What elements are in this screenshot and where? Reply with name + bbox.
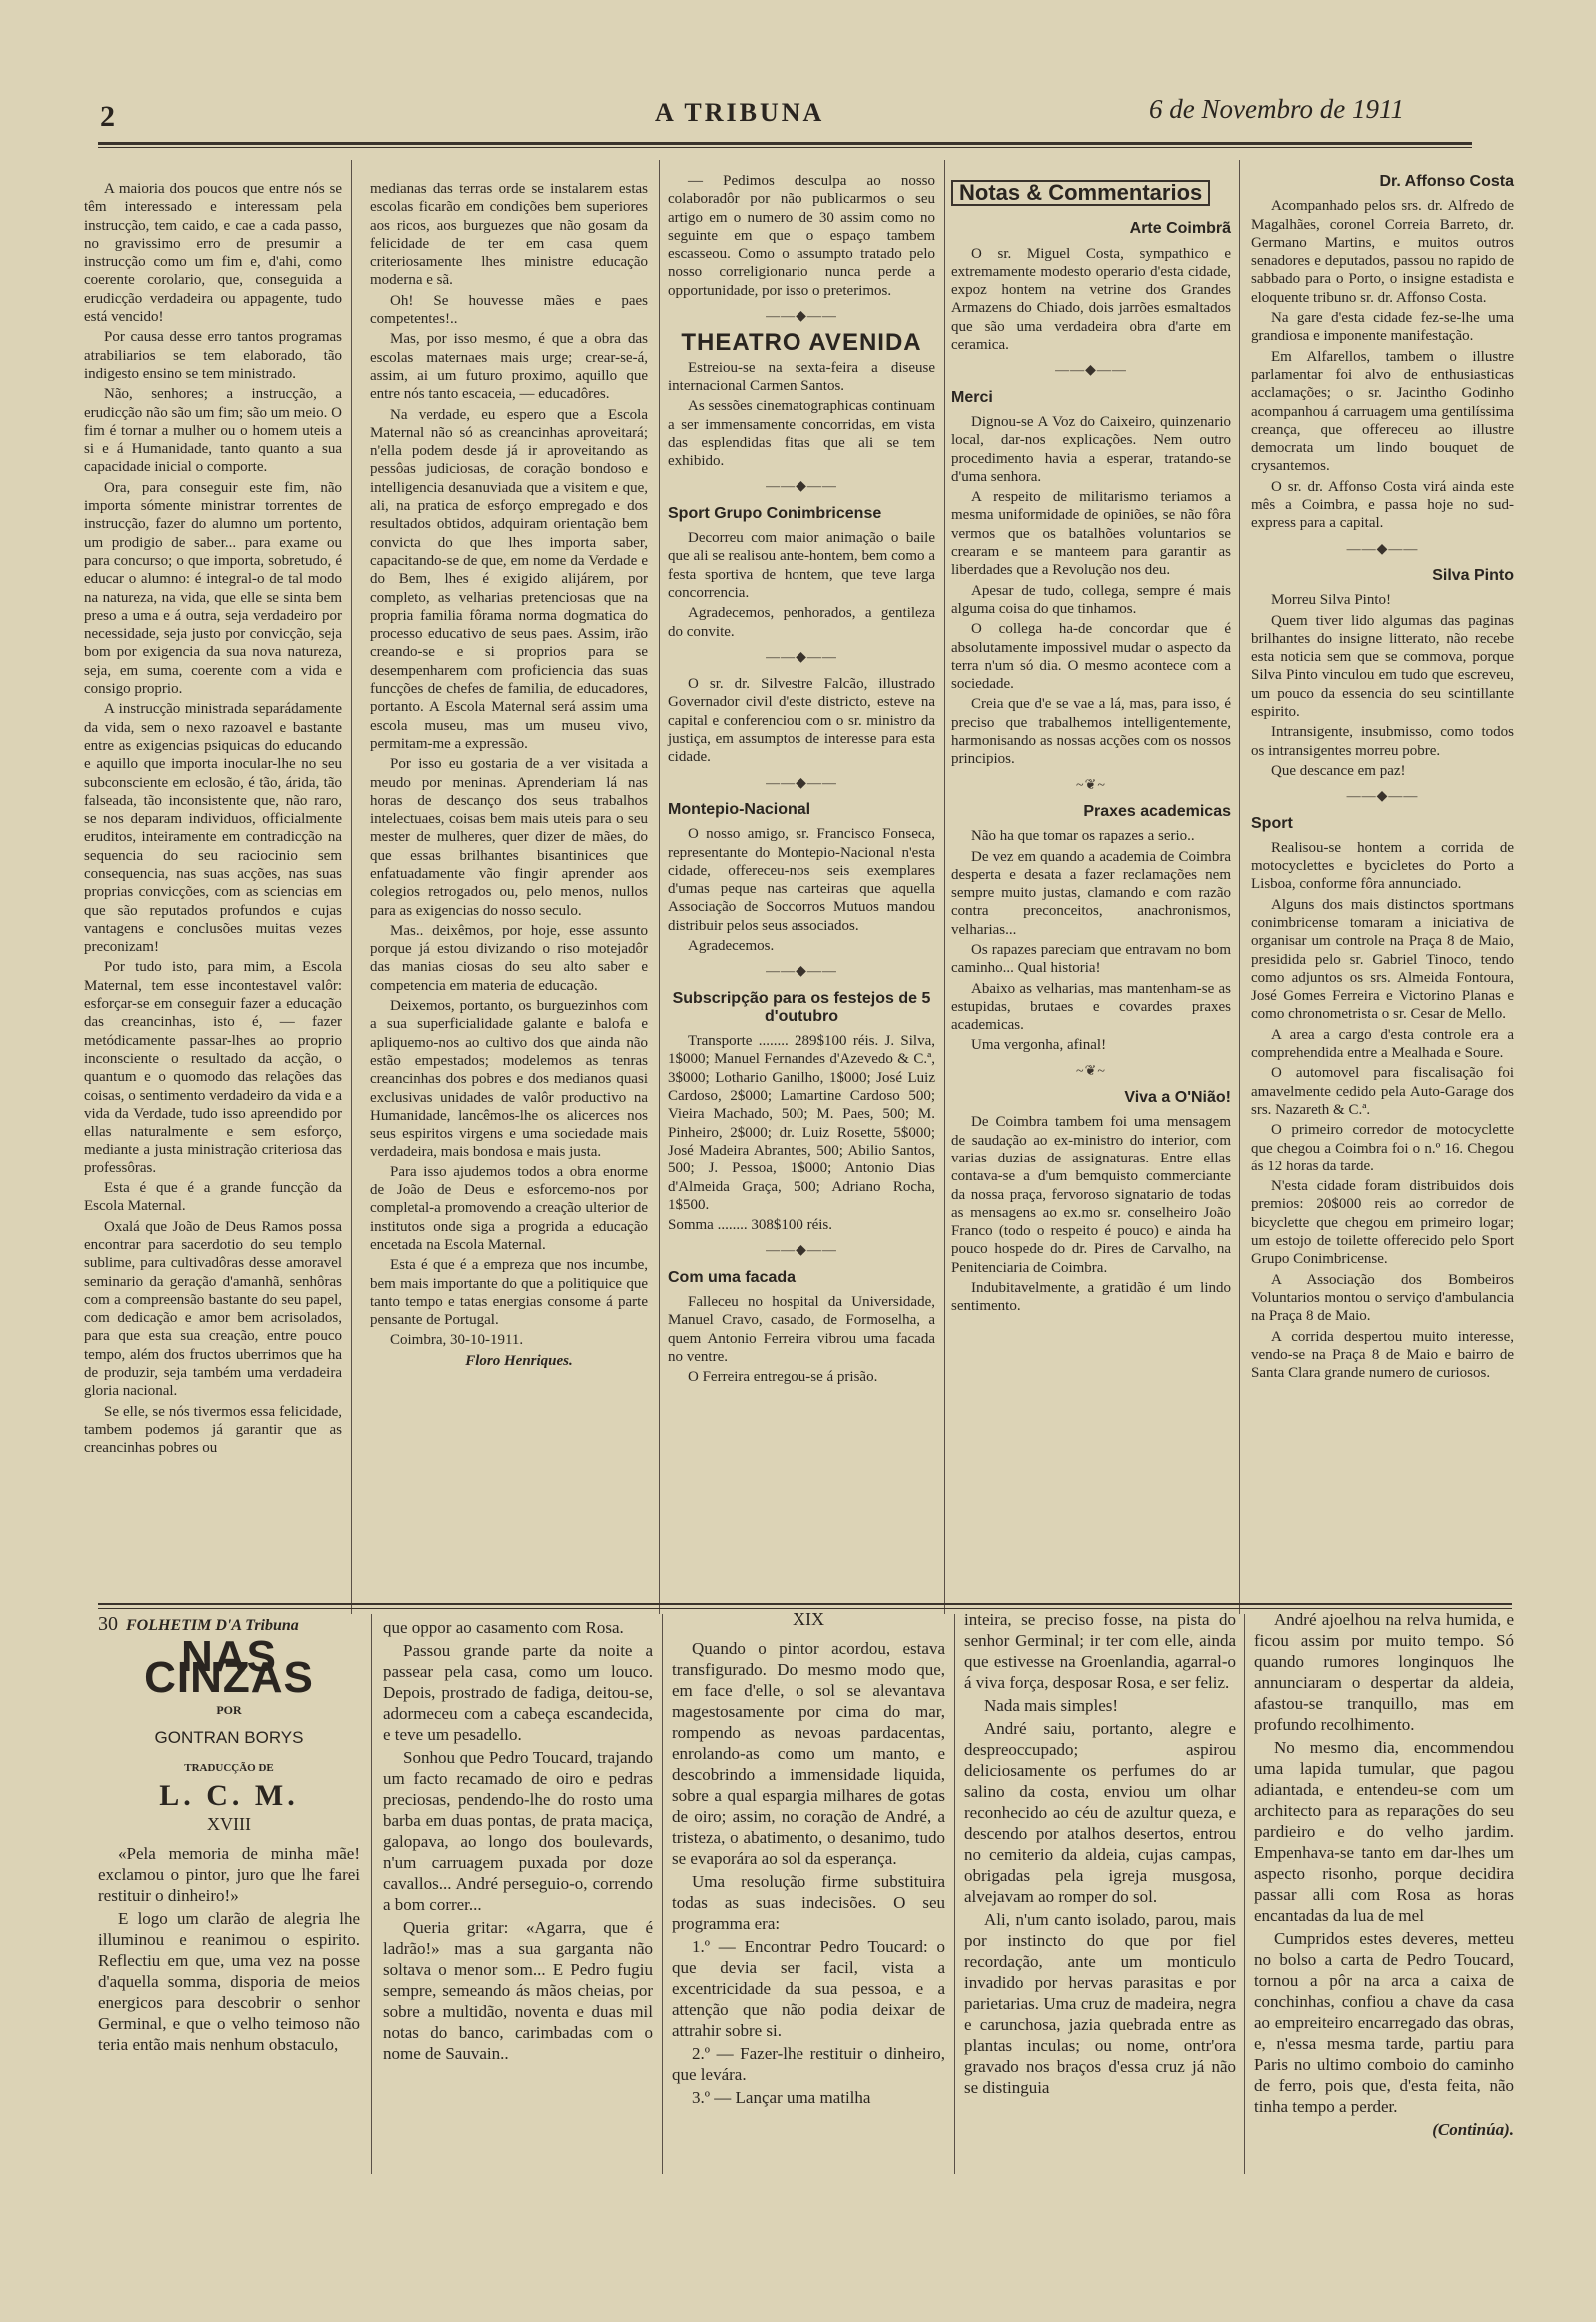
- ornament-divider: ——◆——: [1346, 789, 1419, 805]
- paragraph: O automovel para fiscalisação foi amavelmente cedido pela Auto-Garage dos srs. Nazareth & C.ª.: [1251, 1065, 1514, 1118]
- paragraph: Falleceu no hospital da Universidade, Manuel Cravo, casado, de Formoselha, a quem Antonio Ferreira vibrou uma facada no ventre.: [668, 1294, 935, 1365]
- ornament-divider: ——◆——: [766, 649, 837, 665]
- column-divider: [1239, 160, 1240, 1614]
- news-column-4: [951, 172, 1231, 1318]
- paragraph: Uma resolução firme substituira todas as suas indecisões. O seu programma era:: [672, 1872, 945, 1933]
- serial-title: NAS CINZAS: [144, 1632, 314, 1702]
- paragraph: Quando o pintor acordou, estava transfigurado. Do mesmo modo que, em face d'elle, o sol se alevantava magestosamente por cima do mar, rompendo as nevoas pardacentas, enrolando-as como um manto, e descobrindo a immensidade liquida, sobre a qual espargia milhares de gotas de oiro; assim, no coração de André, a tristeza, o abatimento, o desanimo, tudo se evaporára ao sol da esperança.: [672, 1639, 945, 1868]
- continua-label: (Continúa).: [1432, 2120, 1514, 2139]
- column-divider: [954, 1614, 955, 2174]
- paragraph: A respeito de militarismo teriamos a mesma uniformidade de opiniões, se não fôra vermos que os batalhões voluntarios se crearam e se manteem para garantir as liberdades que a Revolução nos deu.: [951, 489, 1231, 579]
- ornament-divider: ——◆——: [766, 479, 837, 495]
- translation-label: TRADUCÇÃO DE: [184, 1762, 274, 1774]
- paragraph: Se elle, se nós tivermos essa felicidade, tambem podemos já garantir que as creancinhas pobres ou: [84, 1403, 342, 1457]
- ornament-divider: ——◆——: [1055, 363, 1127, 379]
- ornament-divider: ——◆——: [766, 775, 837, 791]
- paragraph: O sr. dr. Affonso Costa virá ainda este mês a Coimbra, e passa hoje no sud-express para a capital.: [1251, 478, 1514, 532]
- paragraph: A instrucção ministrada separádamente da vida, sem o nexo razoavel e bastante entre as exigencias psiquicas do educando e aquillo que importa inocular-lhe no seu subconsciente em eclosão, é tão, árida, tão falseada, tão inconsistente que, não raro, se nos deparam individuos, officialmente eruditos, inteiramente em contradicção na sequencia do seu raciocinio sem consequencia, nas suas acções, nas suas proprias convicções, com as sciencias em que são reputados profundos e cujas vantagens e conclusões muitas vezes preconizam!: [84, 701, 342, 956]
- folhetim-col2: [383, 1617, 653, 2066]
- paragraph: De Coimbra tambem foi uma mensagem de saudação ao ex-ministro do interior, com varias duzias de assignaturas. Entre ellas contava-se a d'um bemquisto commerciante da nossa praça, fervoroso signatario de todas as mensagens ao ex.mo sr. conselheiro João Franco (todo o respeito é pouco) e ainda ha pouco hospede do dr. Pires de Carvalho, na Penitenciaria de Coimbra.: [951, 1114, 1231, 1276]
- paragraph: Ora, para conseguir este fim, não importa sómente ministrar torrentes de instrucção, fazer do alumno um portento, um prodigio de saber... para exame ou para concurso; o que importa, sobretudo, é educar o alumno: é integral-o de tal modo na natureza, na vida, que elle se sinta bem preso a uma e á outra, seja verdadeiro por necessidade, seja justo por convicção, seja bom por exigencia da sua nova natureza, seja, em suma, coerente com a vida e consigo proprio.: [84, 479, 342, 698]
- ornament-divider: ——◆——: [766, 1243, 837, 1259]
- paragraph: E logo um clarão de alegria lhe illuminou e reanimou o espirito. Reflectiu em que, uma vez na posse d'aquella somma, disporia de meios energicos para descobrir o senhor Germinal, e que o velho teimoso não teria então mais nenhum obstaculo,: [98, 1909, 360, 2054]
- section-title: Montepio-Nacional: [668, 800, 811, 818]
- paragraph: Mas, por isso mesmo, é que a obra das escolas maternaes mais urge; crear-se-á, assim, ai um futuro proximo, aquillo que entre nós tanto escaceia, — educadôres.: [370, 331, 648, 403]
- paragraph: A area a cargo d'esta controle era a comprehendida entre a Mealhada e Soure.: [1251, 1026, 1514, 1062]
- folhetim-col3: [672, 1609, 945, 2110]
- paragraph: Por tudo isto, para mim, a Escola Maternal, tem esse incontestavel valôr: esforçar-se em conseguir fazer a educação das creancinhas, isto é, — fazer metódicamente passar-lhes ao proprio inconsciente o resultado da acção, o quantum e o quomodo das relações das coisas, o sentimento verdadeiro da vida e a vida da Verdade, tudo isso apreendido por ellas naturalmente e sem esforço, mediante a justa ministração criteriosa das professôras.: [84, 959, 342, 1176]
- by-label: POR: [216, 1703, 242, 1717]
- paragraph: Os rapazes pareciam que entravam no bom caminho... Qual historia!: [951, 941, 1231, 977]
- paragraph: André saiu, portanto, alegre e despreoccupado; aspirou deliciosamente os perfumes do ar salino da costa, enviou um olhar reconhecido ao céu de azultur queza, e descendo por atalhos desertos, entrou no cemiterio da aldeia, cujas campas, obrigadas pela igreja musgosa, alvejavam ao romper do sol.: [964, 1719, 1236, 1906]
- paragraph: De vez em quando a academia de Coimbra desperta e desata a fazer reclamações nem sempre muito justas, clamando e com razão contra preconceitos, anachronismos, velharias...: [951, 848, 1231, 938]
- paragraph: No mesmo dia, encommendou uma lapida tumular, que pagou adiantada, e entendeu-se com um architecto para as reparações do seu pardieiro e do velho jardim. Empenhava-se tanto em dar-lhes um aspecto risonho, porque decidira passar alli com Rosa as horas encantadas da lua de mel: [1254, 1738, 1514, 1925]
- section-title: Dr. Affonso Costa: [1379, 173, 1514, 190]
- paragraph: Mas.. deixêmos, por hoje, esse assunto porque já estou divizando o riso motejadôr das manias ciosas do seu alto saber e competencia em materia de educação.: [370, 922, 648, 994]
- paragraph: A corrida despertou muito interesse, vendo-se na Praça 8 de Maio e bairro de Santa Clara grande numero de curiosos.: [1251, 1328, 1514, 1382]
- paragraph: Estreiou-se na sexta-feira a diseuse internacional Carmen Santos.: [668, 359, 935, 394]
- header-rule: [98, 142, 1472, 145]
- paragraph: Creia que d'e se vae a lá, mas, para isso, é preciso que trabalhemos intelligentemente, harmonisando as nossas acções com os nossos principios.: [951, 696, 1231, 768]
- news-column-3: [668, 172, 935, 1389]
- paragraph: Oxalá que João de Deus Ramos possa encontrar para sacerdotio do seu templo sublime, para cultivadôras desse amoravel seminario da geração d'amanhã, senhôras com a compreensão bastante do seu papel, com dedicação e amor bem acrisolados, para que esta sua creação, entre pouco tempo, além dos fructos uberrimos que ha de produzir, seja também uma verdadeira gloria nacional.: [84, 1218, 342, 1400]
- paragraph: Esta é que é a empreza que nos incumbe, bem mais importante do que a politiquice que tanto tempo e tatas energias consome á parte pensante de Portugal.: [370, 1257, 648, 1329]
- paragraph: Decorreu com maior animação o baile que ali se realisou ante-hontem, bem como a festa sportiva de hontem, que teve larga concorrencia.: [668, 530, 935, 601]
- paragraph: Quem tiver lido algumas das paginas brilhantes do insigne litterato, não recebe esta noticia sem que se commova, porque Silva Pinto vinculou em tudo que escreveu, um pouco da essencia do seu scintillante espirito.: [1251, 612, 1514, 721]
- paragraph: Realisou-se hontem a corrida de motocyclettes e bycicletes do Porto a Lisboa, conforme fôra annunciado.: [1251, 839, 1514, 893]
- subscription-total: Somma ........ 308$100 réis.: [668, 1217, 832, 1234]
- column-divider: [944, 160, 945, 1614]
- paragraph: O Ferreira entregou-se á prisão.: [688, 1369, 878, 1386]
- paragraph: Sonhou que Pedro Toucard, trajando um facto recamado de oiro e pedras preciosas, pendendo-lhe do rosto uma barba em duas pontas, de prata maciça, galopava, ao longo dos boulevards, n'um carruagem puxada por doze cavallos... André perseguio-o, correndo a bom correr...: [383, 1748, 653, 1914]
- column-divider: [1244, 1614, 1245, 2174]
- paragraph: medianas das terras orde se instalarem estas escolas ficarão em condições bem superiores aos ricos, aos burguezes que não gosam da felicidade de ter em casa quem criteriosamente lhes ministre educação moderna e sã.: [370, 181, 648, 289]
- section-title: THEATRO AVENIDA: [681, 329, 922, 357]
- paragraph: Intransigente, insubmisso, como todos os intransigentes morreu pobre.: [1251, 724, 1514, 759]
- paragraph: Oh! Se houvesse mães e paes competentes!..: [370, 292, 648, 328]
- paragraph: Acompanhado pelos srs. dr. Alfredo de Magalhães, coronel Correia Barreto, dr. Germano Martins, e muitos outros senadores e deputados, passou no rapido de sabbado para o Porto, o insigne estadista e eloquente tribuno sr. dr. Affonso Costa.: [1251, 198, 1514, 306]
- column-divider: [351, 160, 352, 1614]
- paragraph: O sr. dr. Silvestre Falcão, illustrado Governador civil d'este districto, esteve na capital e conferenciou com o sr. ministro da justiça, em assumptos de interesse para esta cidade.: [668, 676, 935, 766]
- paragraph: Apesar de tudo, collega, sempre é mais alguma coisa do que tinhamos.: [951, 582, 1231, 617]
- paragraph: Não ha que tomar os rapazes a serio..: [971, 828, 1195, 845]
- paragraph: Na gare d'esta cidade fez-se-lhe uma grandiosa e imponente manifestação.: [1251, 310, 1514, 345]
- paragraph: O collega ha-de concordar que é absolutamente impossivel mudar o aspecto da terra n'um só dia. O mesmo acontece com a sociedade.: [951, 621, 1231, 693]
- paragraph: «Pela memoria de minha mãe! exclamou o pintor, juro que lhe farei restituir o dinheiro!»: [98, 1844, 360, 1905]
- folhetim-col1: [98, 1614, 360, 2057]
- paragraph: Esta é que é a grande funcção da Escola Maternal.: [84, 1180, 342, 1215]
- article-escola-maternal-col1: [84, 180, 342, 1459]
- paragraph: Agradecemos.: [688, 937, 775, 954]
- paragraph: Passou grande parte da noite a passear pela casa, como um louco. Depois, prostrado de fadiga, deitou-se, adormeceu com a cabeça escandecida, e teve um pesadello.: [383, 1641, 653, 1744]
- paragraph: Por causa desse erro tantos programas atrabiliarios se tem elaborado, tão indigesto ensino se tem ministrado.: [84, 329, 342, 382]
- paragraph: Abaixo as velharias, mas mantenham-se as estupidas, brutaes e covardes praxes academicas.: [951, 980, 1231, 1034]
- paragraph: Cumpridos estes deveres, metteu no bolso a carta de Pedro Toucard, tornou a pôr na arca a caixa de conchinhas, confiou a chave da casa ao empreiteiro encarregado das obras, e, n'essa mesma tarde, partiu para Paris no ultimo comboio do caminho de ferro, pois que, d'esta feita, não tinha tempo a perder.: [1254, 1929, 1514, 2116]
- paragraph: As sessões cinematographicas continuam a ser immensamente concorridas, em vista das esplendidas fitas que ali se tem exhibido.: [668, 398, 935, 470]
- news-column-5: [1251, 165, 1514, 1384]
- header-rule-thin: [98, 147, 1472, 148]
- serial-author: GONTRAN BORYS: [154, 1728, 304, 1747]
- paragraph: Indubitavelmente, a gratidão é um lindo sentimento.: [951, 1280, 1231, 1315]
- paragraph: Ali, n'um canto isolado, parou, mais por instincto do que por fiel recordação, ante um monticulo invadido por hervas parasitas e por parietarias. Uma cruz de madeira, negra e carunchosa, jazia quebrada entre as plantas inculas; ou nome, ontr'ora gravado nos braços d'essa cruz já não se distinguia: [964, 1910, 1236, 2097]
- issue-date: 6 de Novembro de 1911: [1149, 94, 1404, 124]
- chapter-number: XVIII: [207, 1814, 251, 1834]
- ornament-divider: ——◆——: [766, 964, 837, 980]
- paragraph: Dignou-se A Voz do Caixeiro, quinzenario local, dar-nos explicações. Nem outro procedimento havia a esperar, tratando-se d'uma senhora.: [951, 413, 1231, 485]
- paragraph: Queria gritar: «Agarra, que é ladrão!» mas a sua garganta não soltava o menor som... E Pedro fugiu sempre, semeando ás mãos cheias, por sobre a multidão, noventa e duas mil notas do banco, carimbadas com o nome de Sauvain..: [383, 1918, 653, 2063]
- section-title: Sport Grupo Conimbricense: [668, 504, 882, 522]
- paragraph: A maioria dos poucos que entre nós se têm interessado e interessam pela instrucção, tem caido, e cae a cada passo, no gravissimo erro de presumir a instrucção como um fim e, d'ahi, como coerente corolario, que, conseguida a erudicção verdadeira ou appagente, tudo está vencido!: [84, 181, 342, 326]
- paragraph: Deixemos, portanto, os burguezinhos com a sua superficialidade galante e balofa e apliquemo-nos ao cultivo dos que ainda não estão empestados; modelemos as tenras creancinhas dos pobres e dos medianos quasi exclusivas unidades de valôr productivo na Humanidade, lancêmos-lhe os alicerces nos seus espiritos virgens e uma sociedade mais verdadeira, mais bondosa e mais justa.: [370, 998, 648, 1161]
- paragraph: Não, senhores; a instrucção, a erudicção não são um fim; são um meio. O fim é tornar a mulher ou o homem uteis a si e á Humanidade, tanto quanto a sua capacidade inicial o comporte.: [84, 386, 342, 476]
- paragraph: 3.º — Lançar uma matilha: [692, 2088, 871, 2107]
- editor-note: — Pedimos desculpa ao nosso colaboradôr por não publicarmos o seu artigo em o numero de 30 assim como no seguinte em que o espaço tambem escasseou. Como o assumpto tratado pelo nosso correligionario nunca perde a opportunidade, por isso o preterimos.: [668, 173, 935, 299]
- section-title: Arte Coimbrã: [1129, 220, 1231, 238]
- paragraph: 1.º — Encontrar Pedro Toucard: o que devia ser facil, vista a excentricidade da sua pessoa, e a attenção que não podia deixar de attrahir sobre si.: [672, 1937, 945, 2040]
- chapter-number: XIX: [793, 1609, 824, 1629]
- ornament-divider: ——◆——: [1346, 541, 1419, 557]
- paragraph: Que descance em paz!: [1271, 762, 1406, 779]
- paragraph: Por isso eu gostaria de a ver visitada a meudo por meninas. Aprenderiam lá nas horas de descanço dos seus trabalhos intelectuaes, coisas bem mais uteis para o seu mester de mulheres, quer dizer de mães, do que essas brilhantes bisantinices que enfatuadamente vão fingir aprender aos colegios retrogados ou, pelo menos, nullos para as exigencias do nosso seculo.: [370, 756, 648, 919]
- folhetim-col5: [1254, 1609, 1514, 2142]
- ornament-divider: ~❦~: [1076, 777, 1106, 793]
- place-date: Coimbra, 30-10-1911.: [390, 1332, 524, 1349]
- page-number: 2: [100, 100, 115, 133]
- folhetim-rule: [98, 1603, 1512, 1605]
- column-divider: [662, 1614, 663, 2174]
- paragraph: Em Alfarellos, tambem o illustre parlamentar foi alvo de enthusiasticas acclamações; o sr. Jacintho Godinho acompanhou á carruagem uma gentilíssima creança, que offereceu ao illustre democrata um lindo bouquet de crysantemos.: [1251, 348, 1514, 475]
- paragraph: O nosso amigo, sr. Francisco Fonseca, representante do Montepio-Nacional n'esta cidade, offereceu-nos seis exemplares d'umas peque nas carteiras que aquella Associação de Soccorros Mutuos mandou distribuir pelos seus associados.: [668, 826, 935, 934]
- section-title: Merci: [951, 388, 993, 406]
- paragraph: Nada mais simples!: [984, 1696, 1119, 1715]
- paragraph: N'esta cidade foram distribuidos dois premios: 20$000 reis ao corredor de bicyclette que chegou em primeiro logar; um estojo de toilette offerecido pelo Sport Grupo Conimbricense.: [1251, 1178, 1514, 1268]
- author-signature: Floro Henriques.: [465, 1352, 573, 1369]
- folhetim-col4: [964, 1609, 1236, 2100]
- section-title: Viva a O'Nião!: [1124, 1089, 1231, 1107]
- paragraph: Na verdade, eu espero que a Escola Maternal não só as creancinhas aproveitará; n'ella podem desde já ir aproveitando as pessôas judiciosas, de coração bondoso e intelligencia desanuviada que a visitem e que, ali, na pratica de esforço empregado e dos resultados obtidos, adquiram orientação bem convicta do que lhes importa saber, capacitando-se de que, em nome da Verdade e do Bem, lhes é exigido alijárem, por completo, as velharias pretenciosas que na propria familia fôrama norma dogmatica do processo educativo de seus paes. Assim, irão creando-se e si proprios para se desempenharem com proficiencia das suas funcções de chefes de familia, de educadores, portanto. A Escola Maternal será assim uma escola museu, mas um museu vivo, permitam-me a expressão.: [370, 406, 648, 752]
- ornament-divider: ——◆——: [766, 309, 837, 325]
- paragraph: Transporte ........ 289$100 réis. J. Silva, 1$000; Manuel Fernandes d'Azevedo & C.ª, 3$000; Lothario Ganilho, 1$000; José Luiz Cardoso, 2$000; Lamartine Cardoso 500; Vieira Machado, 500; M. Paes, 500; M. Pinheiro, 2$000; dr. Luiz Rosette, 5$000; José Madeira Abrantes, 500; Abilio Santos, 500; J. Pessoa, 1$000; Antonio Dias d'Almeida Graça, 500; Adriano Rocha, 1$500.: [668, 1033, 935, 1213]
- paragraph: Agradecemos, penhorados, a gentileza do convite.: [668, 605, 935, 640]
- column-divider: [371, 1614, 372, 2174]
- paragraph: André ajoelhou na relva humida, e ficou assim por muito tempo. Só quando rumores longinquos lhe annunciaram o despertar da aldeia, afastou-se tranquillo, mas em profundo recolhimento.: [1254, 1610, 1514, 1734]
- section-title: Com uma facada: [668, 1268, 797, 1286]
- paragraph: Para isso ajudemos todos a obra enorme de João de Deus e esforcemo-nos por completal-a promovendo a creação ulterior de institutos onde siga a progrida a educação encetada na Escola Maternal.: [370, 1163, 648, 1253]
- translator: L. C. M.: [159, 1779, 299, 1812]
- paragraph: A Associação dos Bombeiros Voluntarios montou o serviço d'ambulancia na Praça 8 de Maio.: [1251, 1271, 1514, 1325]
- masthead: A TRIBUNA: [655, 98, 825, 127]
- folhetim-number: 30: [98, 1613, 118, 1635]
- section-title: Silva Pinto: [1432, 566, 1514, 584]
- paragraph: 2.º — Fazer-lhe restituir o dinheiro, que levára.: [672, 2044, 945, 2084]
- paragraph: Morreu Silva Pinto!: [1271, 592, 1391, 609]
- section-title: Sport: [1251, 814, 1293, 832]
- paragraph: inteira, se preciso fosse, na pista do senhor Germinal; ir ter com elle, ainda que estivesse na Groenlandia, agarral-o á viva força, desposar Rosa, e ser feliz.: [964, 1610, 1236, 1692]
- paragraph: que oppor ao casamento com Rosa.: [383, 1618, 624, 1637]
- paragraph: O primeiro corredor de motocyclette que chegou a Coimbra foi o n.º 16. Chegou ás 12 horas da tarde.: [1251, 1122, 1514, 1174]
- folhetim-label: FOLHETIM D'A Tribuna: [126, 1617, 299, 1634]
- section-title: Subscripção para os festejos de 5 d'outubro: [672, 989, 931, 1025]
- paragraph: O sr. Miguel Costa, sympathico e extremamente modesto operario d'esta cidade, expoz hontem na vetrine dos Grandes Armazens do Chiado, dois jarrões esmaltados que são uma verdadeira obra d'arte em ceramica.: [951, 245, 1231, 354]
- paragraph: Alguns dos mais distinctos sportmans conimbricense tomaram a iniciativa de organisar um controle na Praça 8 de Maio, presidida pelo sr. Gabriel Tinoco, tendo como adjuntos os srs. Almeida Fontoura, José Gomes Ferreira e Victorino Planas e como chronometrista o sr. Cesar de Mello.: [1251, 896, 1514, 1023]
- article-escola-maternal-col2: [370, 180, 648, 1372]
- column-divider: [659, 160, 660, 1614]
- ornament-divider: ~❦~: [1076, 1063, 1106, 1079]
- section-header-notas: Notas & Commentarios: [951, 180, 1210, 206]
- paragraph: Uma vergonha, afinal!: [971, 1037, 1107, 1054]
- section-title: Praxes academicas: [1083, 802, 1231, 820]
